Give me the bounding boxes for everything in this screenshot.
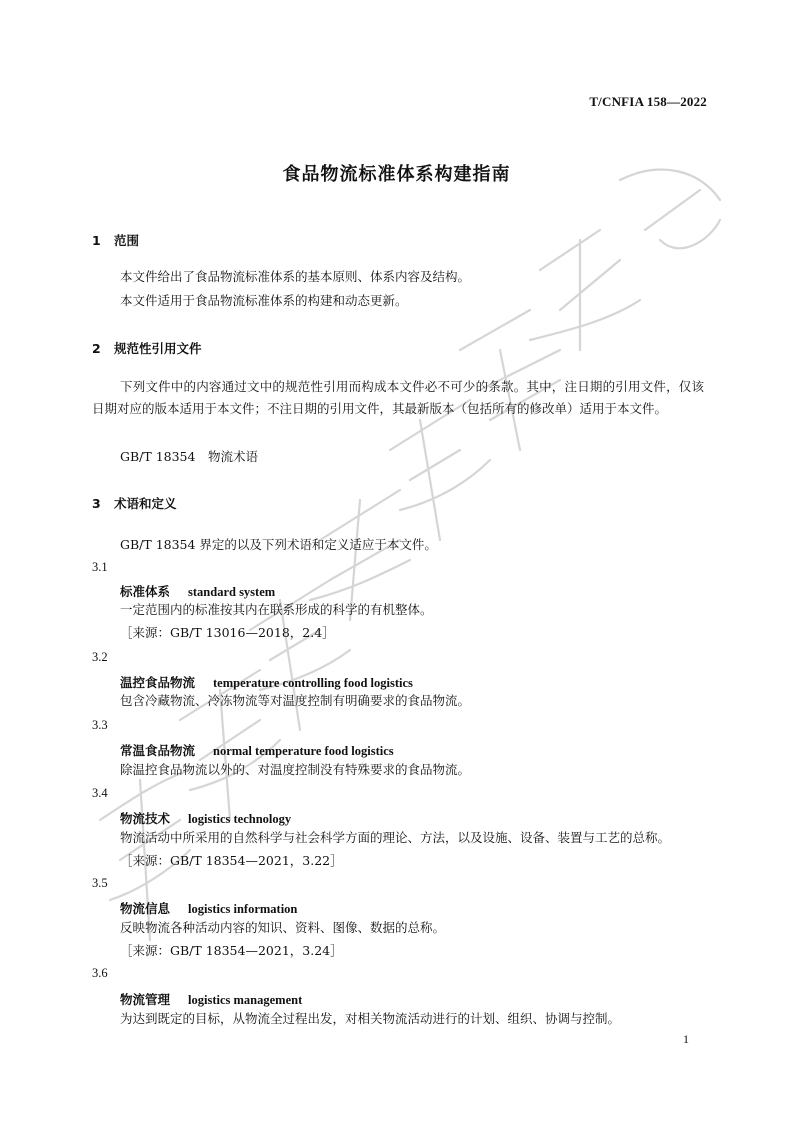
term-heading	[120, 741, 394, 759]
document-title: 食品物流标准体系构建指南	[282, 164, 511, 185]
section-heading-terms	[92, 494, 177, 512]
term-definition: 物流活动中所采用的自然科学与社会科学方面的理论、方法，以及设施、设备、装置与工艺的总称。	[120, 830, 671, 845]
document-code: T/CNFIA 158—2022	[589, 94, 707, 109]
section-heading-scope	[92, 231, 139, 249]
watermark	[60, 120, 780, 1020]
term-definition: 除温控食品物流以外的、对温度控制没有特殊要求的食品物流。	[120, 762, 471, 777]
term-en: logistics information	[188, 902, 298, 916]
term-definition: 一定范围内的标准按其内在联系形成的科学的有机整体。	[120, 602, 433, 617]
section-title: 术语和定义	[114, 496, 177, 511]
term-number: 3.6	[92, 966, 108, 980]
paragraph: GB/T 18354 界定的以及下列术语和定义适应于本文件。	[120, 537, 437, 552]
page-number: 1	[683, 1032, 689, 1046]
term-source: ［来源：GB/T 13016—2018，2.4］	[120, 625, 335, 640]
paragraph: 下列文件中的内容通过文中的规范性引用而构成本文件必不可少的条款。其中，注日期的引用文件，仅该日期对应的版本适用于本文件；不注日期的引用文件，其最新版本（包括所有的修改单）适用于本文件。	[92, 379, 704, 416]
term-definition: 反映物流各种活动内容的知识、资料、图像、数据的总称。	[120, 920, 446, 935]
term-source: ［来源：GB/T 18354—2021，3.22］	[120, 853, 343, 868]
term-heading	[120, 899, 297, 917]
term-en: temperature controlling food logistics	[213, 676, 413, 690]
term-heading	[120, 582, 275, 600]
term-en: logistics management	[188, 993, 303, 1007]
term-source: ［来源：GB/T 18354—2021，3.24］	[120, 943, 343, 958]
paragraph: 本文件适用于食品物流标准体系的构建和动态更新。	[120, 293, 408, 308]
term-zh: 物流技术	[120, 811, 171, 826]
term-zh: 标准体系	[120, 584, 171, 599]
section-number: 1	[92, 233, 101, 248]
term-zh: 温控食品物流	[120, 675, 196, 690]
term-definition: 为达到既定的目标，从物流全过程出发，对相关物流活动进行的计划、组织、协调与控制。	[120, 1011, 621, 1026]
term-heading	[120, 990, 302, 1008]
term-zh: 常温食品物流	[120, 743, 196, 758]
term-number: 3.3	[92, 718, 108, 732]
term-number: 3.4	[92, 786, 108, 800]
term-heading	[120, 809, 291, 827]
term-en: logistics technology	[188, 812, 292, 826]
term-number: 3.5	[92, 876, 108, 890]
reference-item: GB/T 18354 物流术语	[120, 449, 258, 464]
section-title: 范围	[114, 233, 140, 248]
paragraph: 本文件给出了食品物流标准体系的基本原则、体系内容及结构。	[120, 269, 471, 284]
term-en: standard system	[188, 585, 276, 599]
term-zh: 物流信息	[120, 901, 171, 916]
section-title: 规范性引用文件	[114, 341, 202, 356]
section-heading-refs	[92, 339, 202, 357]
term-definition: 包含冷藏物流、冷冻物流等对温度控制有明确要求的食品物流。	[120, 693, 471, 708]
term-zh: 物流管理	[120, 992, 171, 1007]
section-number: 2	[92, 341, 101, 356]
term-number: 3.1	[92, 560, 108, 574]
term-number: 3.2	[92, 650, 108, 664]
term-heading	[120, 673, 413, 691]
section-number: 3	[92, 496, 101, 511]
term-en: normal temperature food logistics	[213, 744, 394, 758]
